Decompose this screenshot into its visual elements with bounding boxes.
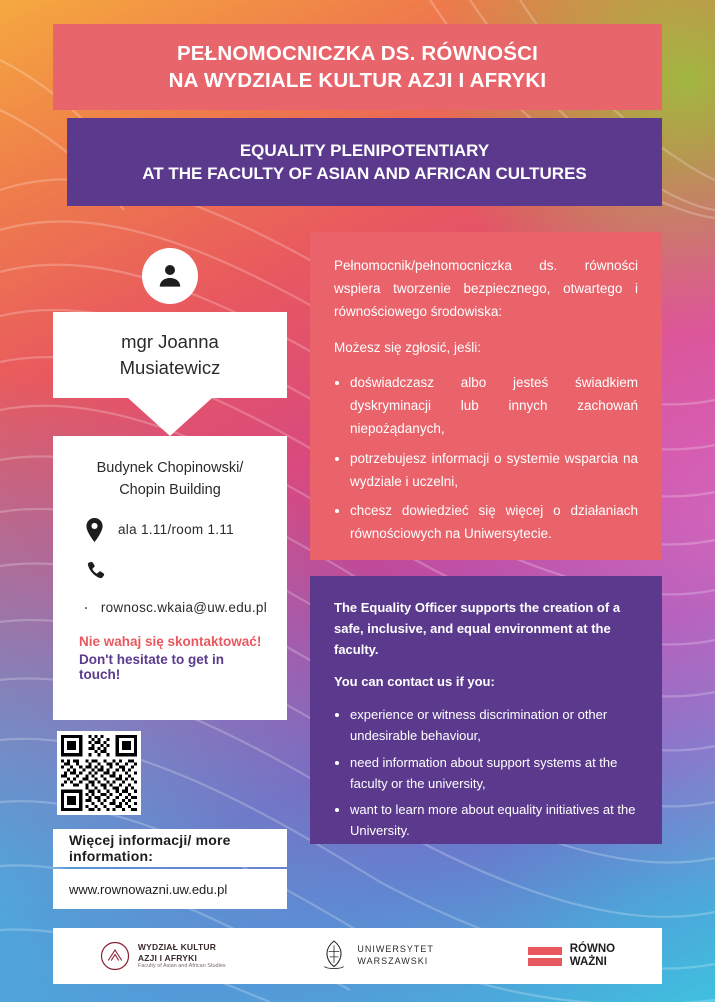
university-logo-text [357,944,434,967]
faculty-logo-line1: WYDZIAŁ KULTUR [137,941,217,952]
building-block [73,458,267,502]
rownowazni-bar [528,947,562,955]
more-info-label: Więcej informacji/ more information: [53,829,287,867]
rownowazni-logo-text [570,943,615,969]
rownowazni-bars-icon [528,947,562,966]
location-pin-icon [85,518,104,542]
contact-row-room [73,518,267,542]
header-pl-line1: PEŁNOMOCNICZKA DS. RÓWNOŚCI [176,41,539,65]
faculty-logo-text [138,942,226,970]
list-item: • experience or witness discrimination or other undesirable behaviour, [350,705,638,747]
panel-en-bullet-list [350,705,638,842]
cta-polish: Nie wahaj się skontaktować! [79,633,262,649]
header-banner-english [67,118,662,206]
qr-code-image [61,735,137,811]
more-info-url[interactable]: www.rownowazni.uw.edu.pl [53,869,287,909]
person-icon [155,261,185,291]
qr-code[interactable] [57,731,141,815]
panel-pl-bullet-list [350,371,638,546]
header-pl-line2: NA WYDZIALE KULTUR AZJI I AFRYKI [168,69,547,92]
person-name-card [53,312,287,398]
footer-logos [53,928,662,984]
avatar [142,248,198,304]
panel-pl-subtitle: Możesz się zgłosić, jeśli: [334,339,482,355]
header-en-line2: AT THE FACULTY OF ASIAN AND AFRICAN CULTURES [142,164,587,183]
info-panel-polish [310,232,662,560]
contact-row-email[interactable] [73,600,267,616]
university-eagle-icon [319,939,349,973]
panel-en-intro: The Equality Officer supports the creation of a safe, inclusive, and equal environment at the faculty. [334,600,621,657]
university-logo-line1: UNIWERSYTET [357,944,434,955]
faculty-emblem-icon [100,941,130,971]
header-banner-polish [53,24,662,110]
logo-rownowazni [528,943,615,969]
person-name-line1: mgr Joanna [121,331,219,353]
contact-info-card [53,436,287,720]
building-line1: Budynek Chopinowski/ [96,460,244,476]
university-logo-line2: WARSZAWSKI [357,956,429,966]
faculty-logo-sub: Faculty of Asian and African Studies [137,963,226,970]
phone-icon [85,560,105,582]
rownowazni-bar [528,958,562,966]
list-item: • doświadczasz albo jesteś świadkiem dyskryminacji lub innych zachowań niepożądanych, [350,371,638,441]
rownowazni-line2: WAŻNI [569,956,607,968]
panel-en-subtitle: You can contact us if you: [334,674,495,690]
info-panel-english [310,576,662,844]
panel-pl-intro: Pełnomocnik/pełnomocniczka ds. równości wspiera tworzenie bezpiecznego, otwartego i równościowego środowiska: [334,258,638,320]
envelope-icon [85,600,87,616]
list-item: • chcesz dowiedzieć się więcej o działaniach równościowych na Uniwersytecie. [350,499,638,545]
arrow-down-decoration [128,398,212,436]
rownowazni-line1: RÓWNO [569,942,616,955]
faculty-logo-line2: AZJI I AFRYKI [137,952,198,963]
list-item: • potrzebujesz informacji o systemie wsparcia na wydziale i uczelni, [350,447,638,493]
room-text: ala 1.11/room 1.11 [118,522,234,537]
cta-english: Don't hesitate to get in touch! [79,651,224,682]
call-to-action [73,634,267,682]
contact-row-phone [73,560,267,582]
building-line2: Chopin Building [119,481,221,498]
logo-university [319,939,434,973]
person-name-line2: Musiatewicz [119,357,221,378]
list-item: • need information about support systems at the faculty or the university, [350,753,638,795]
header-en-line1: EQUALITY PLENIPOTENTIARY [239,140,490,160]
email-text: rownosc.wkaia@uw.edu.pl [100,600,267,615]
logo-faculty [100,941,226,971]
list-item: • want to learn more about equality initiatives at the University. [350,800,638,842]
